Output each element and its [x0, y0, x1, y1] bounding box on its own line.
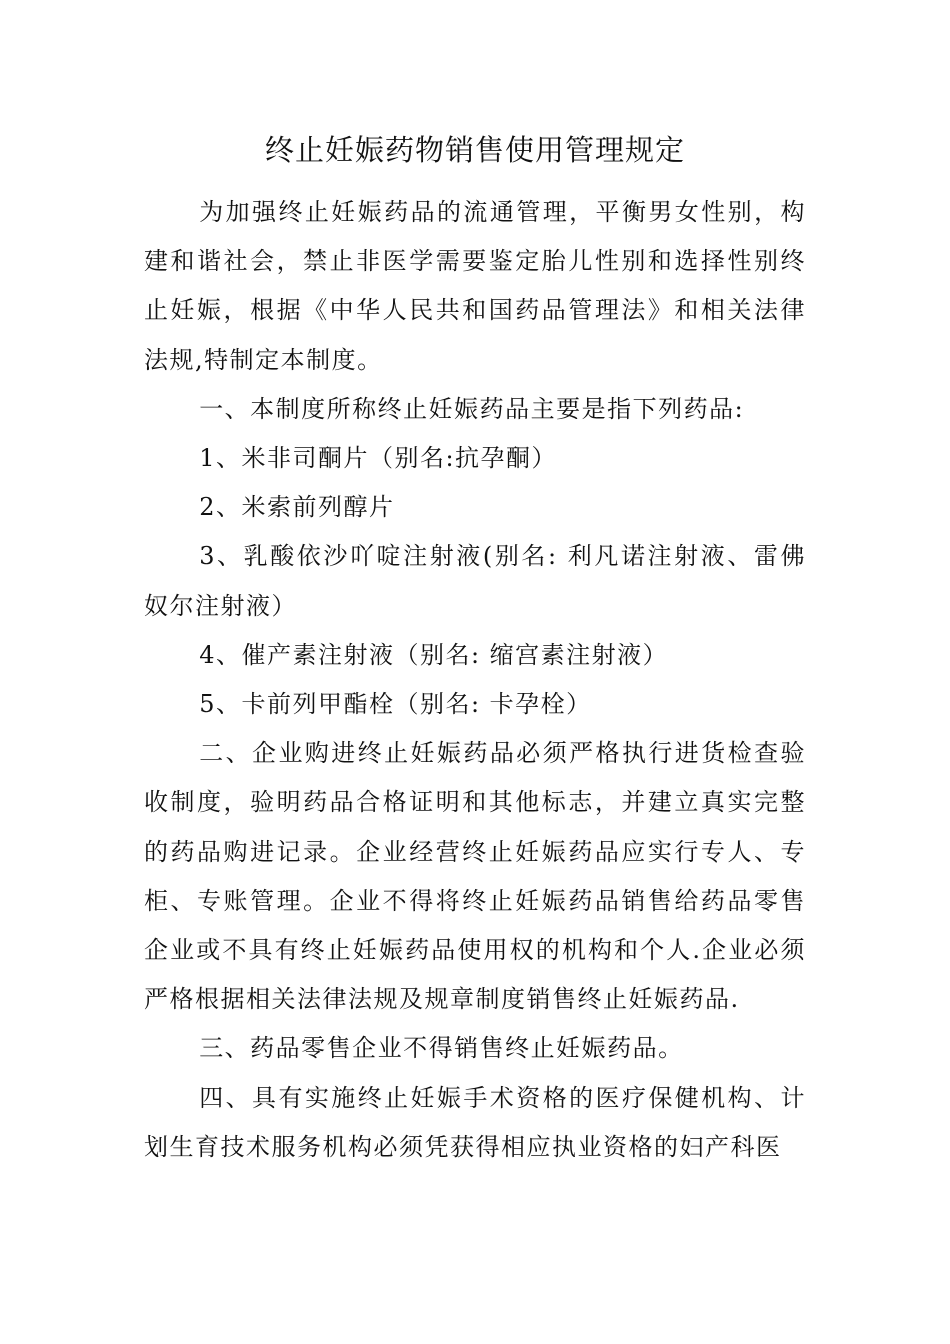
drug-list-item: 5、卡前列甲酯栓（别名: 卡孕栓）	[199, 690, 592, 719]
drug-list-item: 2、米索前列醇片	[199, 493, 395, 522]
intro-paragraph: 为加强终止妊娠药品的流通管理，平衡男女性别，构建和谐社会，禁止非医学需要鉴定胎儿性别和选择性别终止妊娠，根据《中华人民共和国药品管理法》和相关法律法规,特制定本制度。	[144, 198, 806, 374]
section-four-paragraph: 四、具有实施终止妊娠手术资格的医疗保健机构、计划生育技术服务机构必须凭获得相应执业资格的妇产科医	[144, 1083, 806, 1161]
drug-list-item: 3、乳酸依沙吖啶注射液(别名: 利凡诺注射液、雷佛奴尔注射液）	[144, 542, 806, 620]
section-one-heading: 一、本制度所称终止妊娠药品主要是指下列药品:	[199, 394, 745, 423]
document-body	[144, 188, 806, 1172]
drug-list-item: 4、催产素注射液（别名: 缩宫素注射液）	[199, 640, 669, 669]
document-title: 终止妊娠药物销售使用管理规定	[264, 133, 685, 167]
drug-list-item: 1、米非司酮片（别名:抗孕酮）	[199, 444, 558, 473]
section-two-paragraph: 二、企业购进终止妊娠药品必须严格执行进货检查验收制度，验明药品合格证明和其他标志，并建立真实完整的药品购进记录。企业经营终止妊娠药品应实行专人、专柜、专账管理。企业不得将终止妊娠药品销售给药品零售企业或不具有终止妊娠药品使用权的机构和个人.企业必须严格根据相关法律法规及规章制度销售终止妊娠药品.	[144, 739, 806, 1014]
section-three-paragraph: 三、药品零售企业不得销售终止妊娠药品。	[199, 1034, 684, 1063]
